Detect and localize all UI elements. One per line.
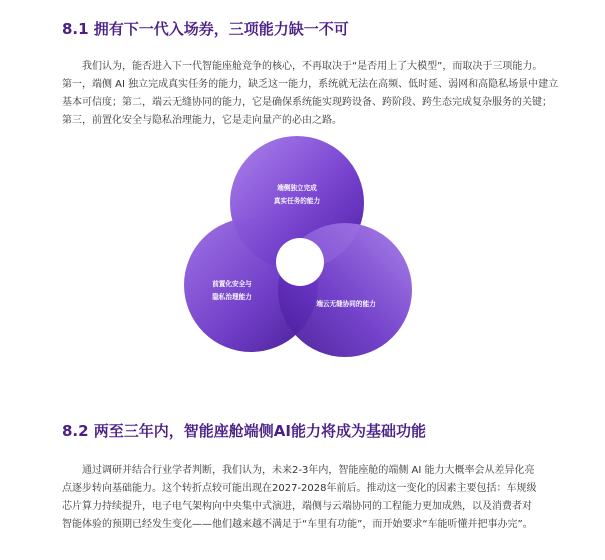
paragraph-line: 芯片算力持续提升，电子电气架构向中央集中式演进，端侧与云端协同的工程能力更加成熟，以及消费者对 (62, 501, 532, 512)
label-top-line-1: 端侧独立完成 (277, 184, 317, 192)
paragraph-line: 第三，前置化安全与隐私治理能力，它是走向量产的必由之路。 (62, 115, 342, 126)
label-left-line-1: 前置化安全与 (212, 280, 252, 288)
label-top-line-2: 真实任务的能力 (273, 197, 321, 205)
paragraph-line: 基本可信度；第二，端云无缝协同的能力，它是确保系统能实现跨设备、跨阶段、跨生态完成复杂服务的关键； (62, 97, 552, 108)
paragraph-line: 智能体验的预期已经发生变化——他们越来越不满足于“车里有功能”，而开始要求“车能听懂并把事办完”。 (62, 519, 533, 530)
paragraph-line: 我们认为，能否进入下一代智能座舱竞争的核心，不再取决于“是否用上了大模型”，而取决于三项能力。 (82, 61, 543, 72)
section-8-2-paragraph (62, 462, 582, 534)
section-8-1-heading: 8.1 拥有下一代入场券，三项能力缺一不可 (62, 20, 349, 38)
paragraph-line: 第一，端侧 AI 独立完成真实任务的能力，缺乏这一能力，系统就无法在高频、低时延、弱网和高隐私场景中建立 (62, 79, 559, 90)
paragraph-line: 点逐步转向基础能力。这个转折点较可能出现在2027-2028年前后。推动这一变化的因素主要包括：车规级 (62, 483, 537, 494)
venn-center-hole (276, 238, 324, 286)
paragraph-line: 通过调研并结合行业学者判断，我们认为，未来2-3年内，智能座舱的端侧 AI 能力大概率会从差异化亮 (82, 465, 535, 476)
label-right: 端云无缝协同的能力 (316, 300, 376, 308)
label-left-line-2: 隐私治理能力 (212, 293, 252, 301)
section-8-2-heading: 8.2 两至三年内，智能座舱端侧AI能力将成为基础功能 (62, 422, 426, 440)
